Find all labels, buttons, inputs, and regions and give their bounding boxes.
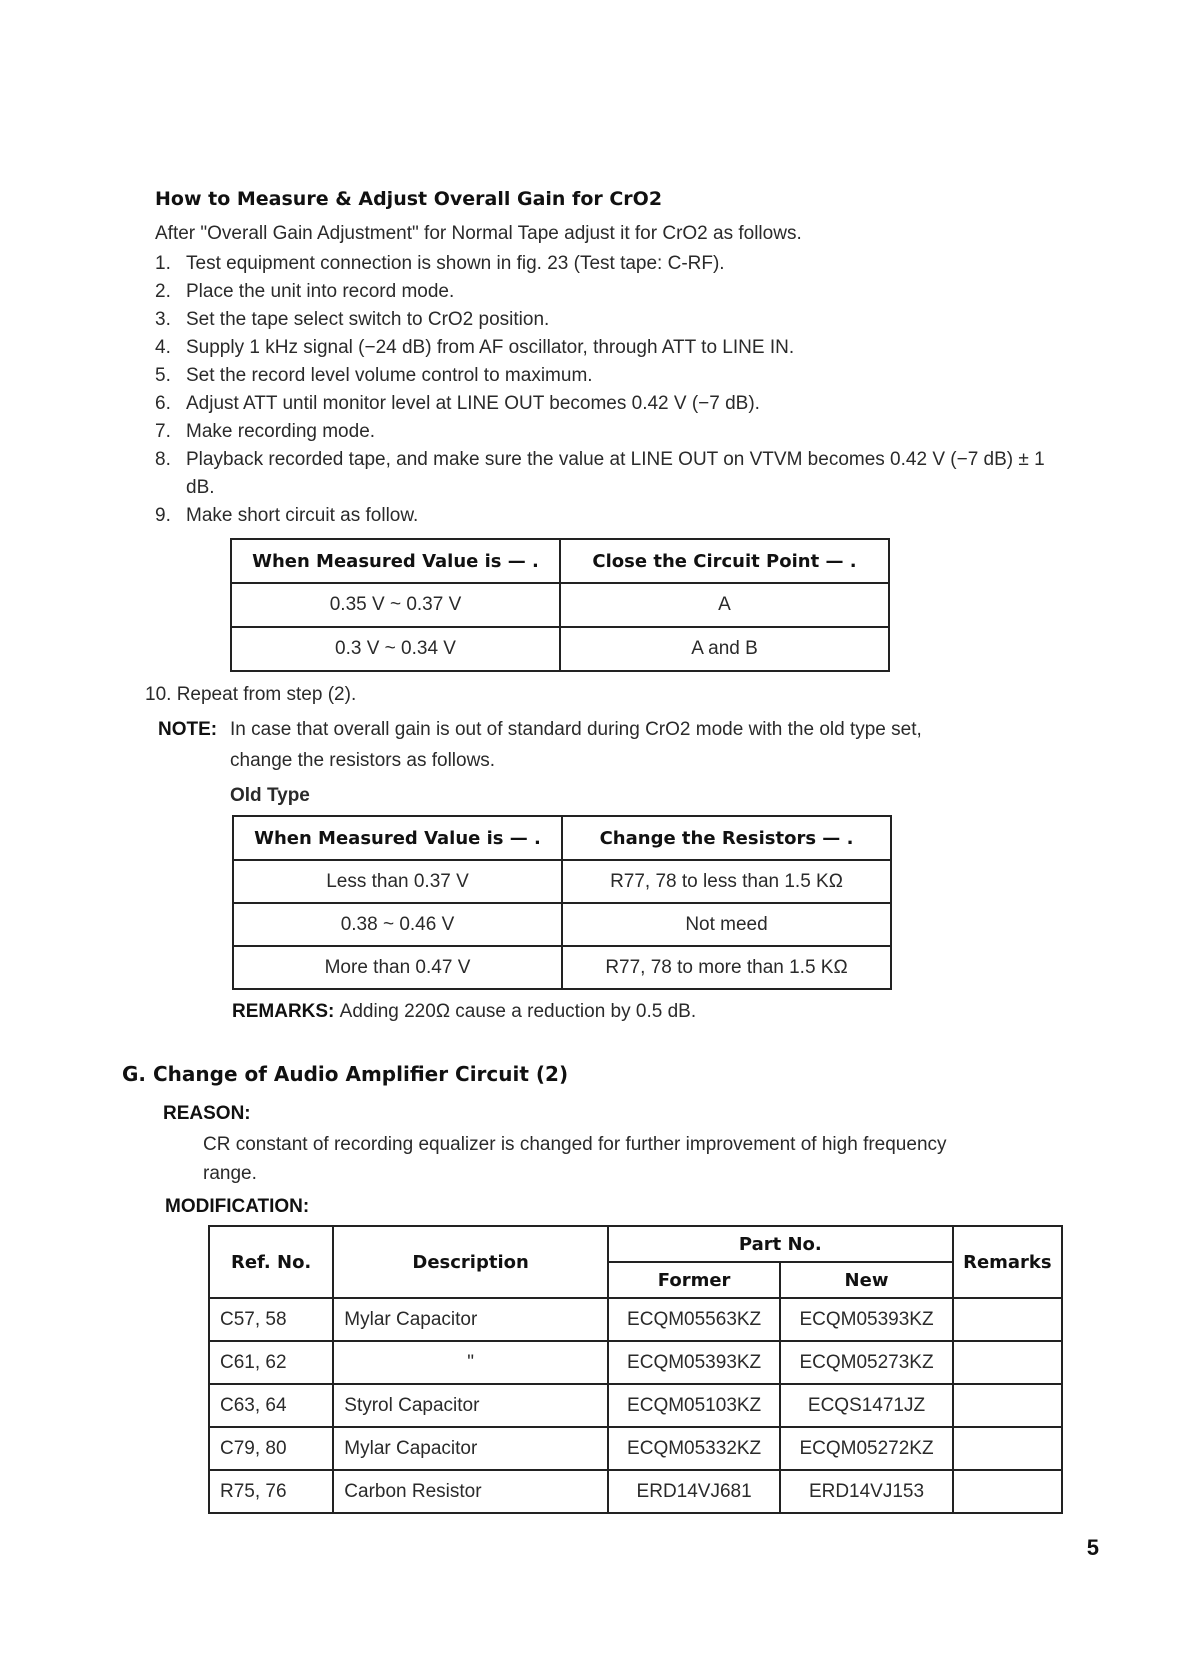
step-item: 10. Repeat from step (2). xyxy=(145,684,357,705)
section-g-heading: G. Change of Audio Amplifier Circuit (2) xyxy=(122,1062,569,1086)
table-cell: R77, 78 to less than 1.5 KΩ xyxy=(562,860,891,903)
table-row xyxy=(209,1427,1062,1470)
table-cell: Styrol Capacitor xyxy=(333,1384,608,1427)
table-cell: C79, 80 xyxy=(209,1427,333,1470)
table-row xyxy=(209,1298,1062,1341)
table-header: Close the Circuit Point — . xyxy=(560,539,889,583)
table-cell: R77, 78 to more than 1.5 KΩ xyxy=(562,946,891,989)
table-cell: 0.35 V ~ 0.37 V xyxy=(231,583,560,627)
step-item: 6. Adjust ATT until monitor level at LINE OUT becomes 0.42 V (−7 dB). xyxy=(155,393,760,414)
step-item: 3. Set the tape select switch to CrO2 position. xyxy=(155,309,550,330)
table-header: Part No. xyxy=(608,1226,953,1262)
note-text-line1: In case that overall gain is out of standard during CrO2 mode with the old type set, xyxy=(230,719,922,740)
table-row xyxy=(233,903,891,946)
remarks: REMARKS: Adding 220Ω cause a reduction by 0.5 dB. xyxy=(232,1001,697,1022)
table-cell: C61, 62 xyxy=(209,1341,333,1384)
table-cell xyxy=(953,1298,1062,1341)
table-cell: ECQM05273KZ xyxy=(780,1341,952,1384)
table-row xyxy=(231,627,889,671)
section-heading: How to Measure & Adjust Overall Gain for CrO2 xyxy=(155,188,663,210)
step-item: 2. Place the unit into record mode. xyxy=(155,281,455,302)
modification-label: MODIFICATION: xyxy=(165,1196,310,1217)
step-item: 5. Set the record level volume control to maximum. xyxy=(155,365,593,386)
modification-table xyxy=(208,1225,1063,1514)
reason-text-line2: range. xyxy=(203,1163,257,1184)
table-cell: Carbon Resistor xyxy=(333,1470,608,1513)
table-cell: R75, 76 xyxy=(209,1470,333,1513)
table-header: Former xyxy=(608,1262,780,1298)
table-cell: Not meed xyxy=(562,903,891,946)
step-item: 9. Make short circuit as follow. xyxy=(155,505,419,526)
table-cell: A xyxy=(560,583,889,627)
table-cell: C57, 58 xyxy=(209,1298,333,1341)
table-cell: Mylar Capacitor xyxy=(333,1427,608,1470)
table-cell: ECQM05103KZ xyxy=(608,1384,780,1427)
step-item: 1. Test equipment connection is shown in fig. 23 (Test tape: C-RF). xyxy=(155,253,725,274)
old-type-label: Old Type xyxy=(230,785,310,806)
table-row xyxy=(233,860,891,903)
short-circuit-table xyxy=(230,538,890,672)
table-header: Remarks xyxy=(953,1226,1062,1298)
table-row xyxy=(233,946,891,989)
table-header: Ref. No. xyxy=(209,1226,333,1298)
table-row xyxy=(209,1341,1062,1384)
table-cell: ECQS1471JZ xyxy=(780,1384,952,1427)
procedure-steps xyxy=(155,250,1075,530)
page-number: 5 xyxy=(1086,1535,1099,1560)
reason-text-line1: CR constant of recording equalizer is changed for further improvement of high frequency xyxy=(203,1134,947,1155)
table-header: Description xyxy=(333,1226,608,1298)
table-cell xyxy=(953,1384,1062,1427)
step-item: 8. Playback recorded tape, and make sure the value at LINE OUT on VTVM becomes 0.42 V (−7 dB) ± 1 dB. xyxy=(155,449,1045,498)
table-cell xyxy=(953,1427,1062,1470)
table-header: New xyxy=(780,1262,952,1298)
table-row xyxy=(231,583,889,627)
table-cell xyxy=(953,1470,1062,1513)
table-cell: ECQM05393KZ xyxy=(608,1341,780,1384)
step-item: 7. Make recording mode. xyxy=(155,421,376,442)
note-label: NOTE: xyxy=(158,719,218,740)
note-text-line2: change the resistors as follows. xyxy=(230,750,496,771)
table-cell: 0.3 V ~ 0.34 V xyxy=(231,627,560,671)
table-header: When Measured Value is — . xyxy=(233,816,562,860)
table-cell: Mylar Capacitor xyxy=(333,1298,608,1341)
table-header: When Measured Value is — . xyxy=(231,539,560,583)
reason-label: REASON: xyxy=(163,1103,251,1124)
table-cell: ECQM05332KZ xyxy=(608,1427,780,1470)
table-row xyxy=(209,1470,1062,1513)
table-cell: ECQM05272KZ xyxy=(780,1427,952,1470)
step-item: 4. Supply 1 kHz signal (−24 dB) from AF oscillator, through ATT to LINE IN. xyxy=(155,337,795,358)
table-header: Change the Resistors — . xyxy=(562,816,891,860)
resistor-change-table xyxy=(232,815,892,990)
table-cell: More than 0.47 V xyxy=(233,946,562,989)
table-row xyxy=(209,1384,1062,1427)
table-cell: C63, 64 xyxy=(209,1384,333,1427)
table-cell xyxy=(953,1341,1062,1384)
table-cell: Less than 0.37 V xyxy=(233,860,562,903)
intro-text: After "Overall Gain Adjustment" for Normal Tape adjust it for CrO2 as follows. xyxy=(155,223,802,244)
table-cell: " xyxy=(333,1341,608,1384)
table-cell: ECQM05563KZ xyxy=(608,1298,780,1341)
table-cell: A and B xyxy=(560,627,889,671)
table-cell: ERD14VJ681 xyxy=(608,1470,780,1513)
table-cell: 0.38 ~ 0.46 V xyxy=(233,903,562,946)
table-cell: ECQM05393KZ xyxy=(780,1298,952,1341)
table-cell: ERD14VJ153 xyxy=(780,1470,952,1513)
